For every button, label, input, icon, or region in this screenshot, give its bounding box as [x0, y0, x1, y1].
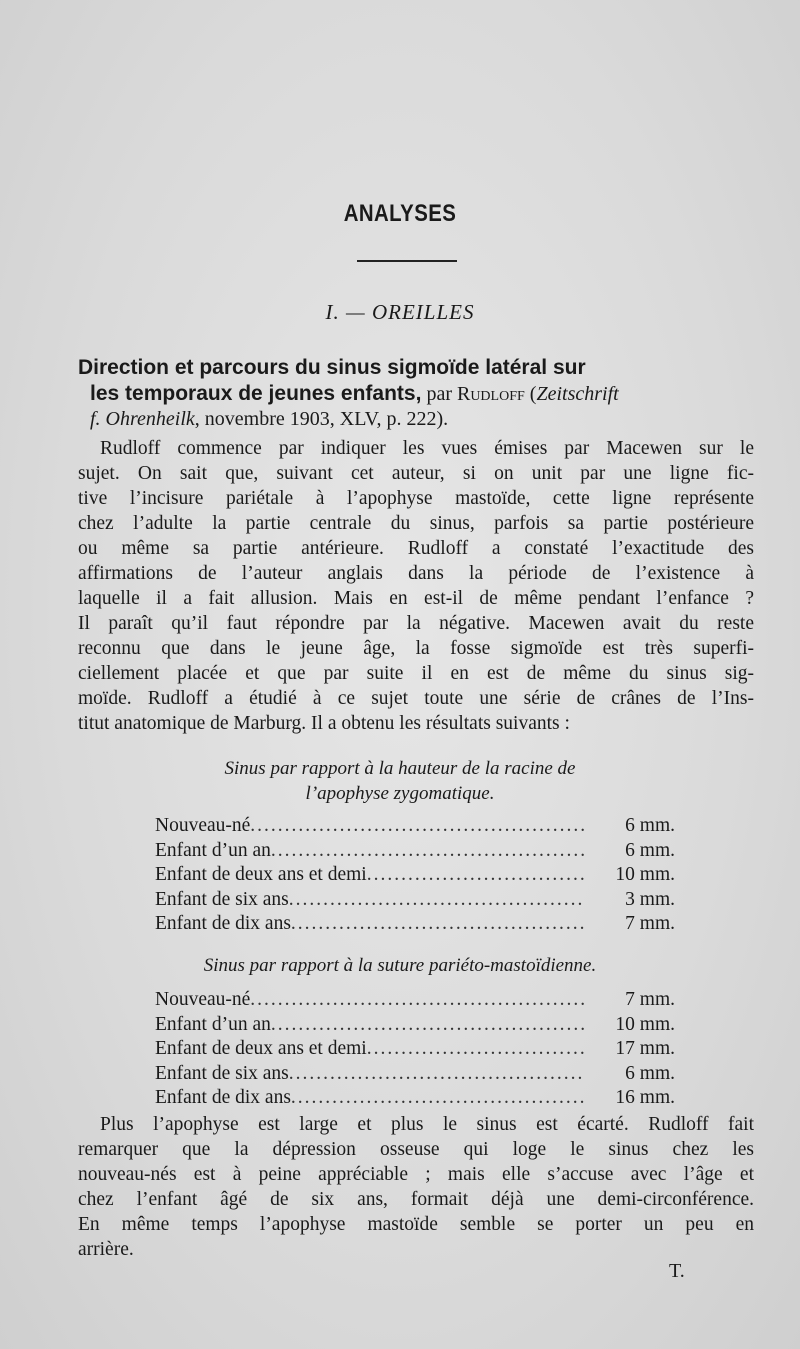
paragraph-line: affirmations de l’auteur anglais dans la période de l’existence à — [78, 563, 754, 584]
paragraph-line: ou même sa partie antérieure. Rudloff a constaté l’exactitude des — [78, 538, 754, 559]
paragraph-line: remarquer que la dépression osseuse qui loge le sinus chez les — [78, 1139, 754, 1160]
row-label: Enfant de six ans — [155, 888, 289, 910]
table-row — [155, 863, 675, 888]
leader-dots — [271, 839, 585, 864]
row-value: 3 mm. — [625, 888, 675, 910]
paragraph-line: moïde. Rudloff a étudié à ce sujet toute une série de crânes de l’Ins- — [78, 688, 754, 709]
table-row — [155, 1013, 675, 1038]
row-label: Enfant de dix ans — [155, 1087, 291, 1108]
table1-heading — [0, 756, 800, 806]
table-2 — [155, 988, 675, 1111]
row-label: Enfant de deux ans et demi — [155, 1038, 367, 1059]
paragraph-line: Rudloff commence par indiquer les vues émises par Macewen sur le — [100, 438, 754, 459]
row-value: 16 mm. — [615, 1087, 675, 1108]
leader-dots — [367, 863, 585, 888]
table-row — [155, 988, 675, 1013]
row-label: Nouveau-né — [155, 989, 251, 1010]
author-name: Rudloff — [456, 383, 525, 405]
paragraph-line: chez l’enfant âgé de six ans, formait déjà une demi-circonférence. — [78, 1189, 754, 1210]
table-row — [155, 888, 675, 913]
article-title-line2 — [78, 381, 778, 407]
leader-dots — [291, 912, 585, 937]
table-row — [155, 1037, 675, 1062]
row-label: Enfant d’un an — [155, 839, 271, 861]
paragraph-line: titut anatomique de Marburg. Il a obtenu les résultats suivants : — [78, 713, 570, 734]
leader-dots — [367, 1037, 585, 1062]
paragraph-line: Il paraît qu’il faut répondre par la négative. Macewen avait du reste — [78, 613, 754, 634]
journal-name-part1: Zeitschrift — [536, 383, 619, 405]
article-title — [78, 355, 778, 432]
paren-open: ( — [524, 383, 537, 405]
row-value: 7 mm. — [625, 913, 675, 934]
paragraph-line: chez l’adulte la partie centrale du sinus, parfois sa partie postérieure — [78, 513, 754, 534]
row-label: Enfant de six ans — [155, 1062, 289, 1084]
article-title-line1 — [78, 355, 778, 381]
table2-heading: Sinus par rapport à la suture pariéto-mastoïdienne. — [203, 955, 597, 976]
title-bold-line2: les temporaux de jeunes enfants, — [90, 382, 422, 405]
row-value: 17 mm. — [615, 1038, 675, 1059]
row-label: Enfant de deux ans et demi — [155, 864, 367, 885]
page-heading: ANALYSES — [343, 200, 457, 227]
paragraph-1 — [78, 436, 754, 736]
author-signature: T. — [669, 1260, 685, 1282]
paragraph-line: sujet. On sait que, suivant cet auteur, si on unit par une ligne fic- — [78, 463, 754, 484]
leader-dots — [250, 988, 585, 1013]
row-label: Enfant de dix ans — [155, 913, 291, 934]
table-row — [155, 1086, 675, 1111]
title-bold-line1: Direction et parcours du sinus sigmoïde latéral sur — [78, 356, 586, 379]
paragraph-line: Plus l’apophyse est large et plus le sinus est écarté. Rudloff fait — [100, 1114, 754, 1135]
by-text: par — [421, 383, 457, 405]
paragraph-line: reconnu que dans le jeune âge, la fosse sigmoïde est très superfi- — [78, 638, 754, 659]
table-1 — [155, 814, 675, 937]
table1-heading-line2: l’apophyse zygomatique. — [305, 783, 495, 804]
leader-dots — [289, 1062, 585, 1087]
paragraph-line: nouveau-nés est à peine appréciable ; mais elle s’accuse avec l’âge et — [78, 1164, 754, 1185]
table-row — [155, 1062, 675, 1087]
section-title: I. — OREILLES — [325, 300, 475, 324]
paragraph-2 — [78, 1112, 754, 1262]
table-row — [155, 814, 675, 839]
row-value: 10 mm. — [615, 864, 675, 885]
leader-dots — [250, 814, 585, 839]
leader-dots — [289, 888, 585, 913]
table1-heading-line1: Sinus par rapport à la hauteur de la racine de — [224, 758, 576, 779]
table-row — [155, 839, 675, 864]
paragraph-line: En même temps l’apophyse mastoïde semble se porter un peu en — [78, 1214, 754, 1235]
row-value: 6 mm. — [625, 1062, 675, 1084]
leader-dots — [291, 1086, 585, 1111]
paragraph-line: ciellement placée et que par suite il en est de même du sinus sig- — [78, 663, 754, 684]
paragraph-line: tive l’incisure pariétale à l’apophyse mastoïde, cette ligne représente — [78, 488, 754, 509]
row-value: 6 mm. — [625, 815, 675, 836]
row-value: 7 mm. — [625, 989, 675, 1010]
heading-divider — [357, 260, 457, 262]
article-title-line3 — [78, 407, 778, 432]
row-label: Nouveau-né — [155, 815, 251, 836]
journal-name-part2: f. Ohrenheilk — [90, 408, 195, 430]
table-row — [155, 912, 675, 937]
paragraph-line: laquelle il a fait allusion. Mais en est-il de même pendant l’enfance ? — [78, 588, 754, 609]
paragraph-line: arrière. — [78, 1239, 134, 1260]
reference-details: , novembre 1903, XLV, p. 222). — [194, 408, 449, 430]
leader-dots — [271, 1013, 585, 1038]
row-value: 10 mm. — [615, 1013, 675, 1035]
row-label: Enfant d’un an — [155, 1013, 271, 1035]
row-value: 6 mm. — [625, 839, 675, 861]
